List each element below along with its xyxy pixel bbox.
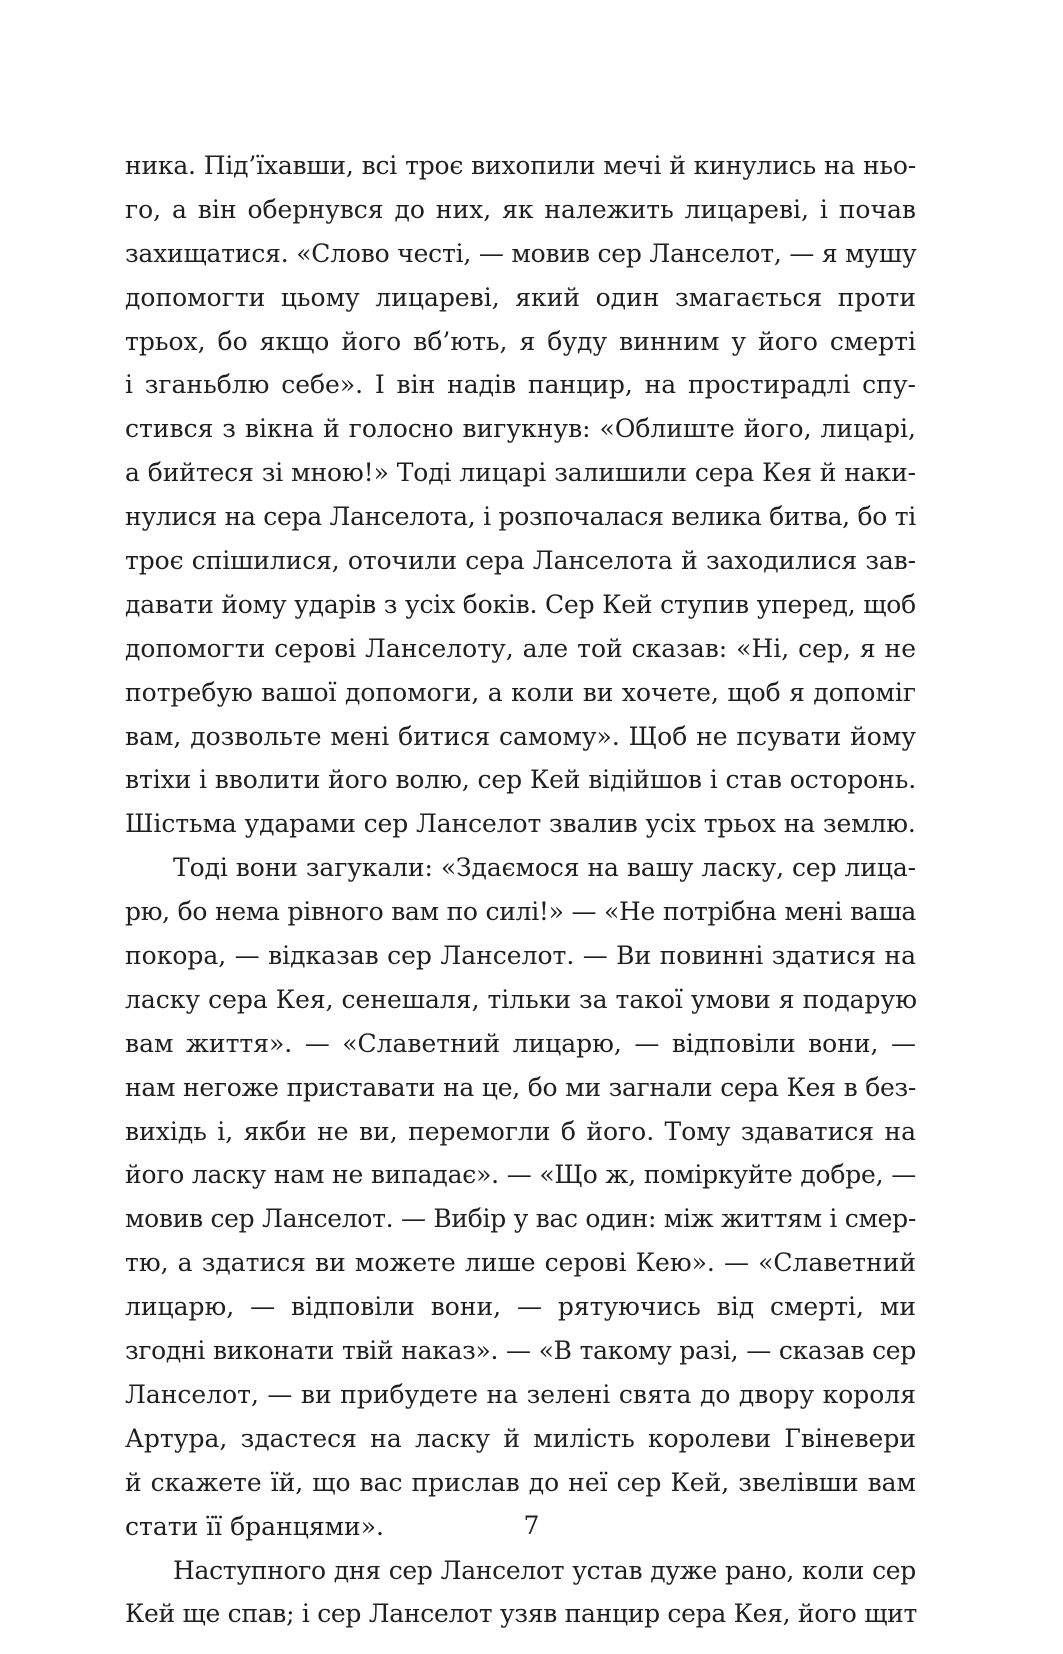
text-line: го, а він обернувся до них, як належить лицареві, і почав [125,194,916,224]
text-line: ласку сера Кея, сенешаля, тільки за такої умови я подарую [125,984,917,1014]
text-line: стився з вікна й голосно вигукнув: «Облиште його, лицарі, [125,414,916,444]
text-line: втіхи і вволити його волю, сер Кей відійшов і став осторонь. [125,765,917,795]
text-line: а бийтеся зі мною!» Тоді лицарі залишили сера Кея й наки- [125,458,916,488]
text-line: Артура, здастеся на ласку й милість королеви Гвіневери [125,1423,916,1453]
text-line: його ласку нам не випадає». — «Що ж, поміркуйте добре, — [125,1160,916,1190]
text-line: Наступного дня сер Ланселот устав дуже рано, коли сер [173,1555,916,1585]
text-line: Шістьма ударами сер Ланселот звалив усіх трьох на землю. [125,809,916,839]
text-line: лицарю, — відповіли вони, — рятуючись від смерті, ми [125,1292,916,1322]
text-line: допомогти серові Ланселоту, але той сказав: «Ні, сер, я не [125,633,916,663]
text-line: покора, — відказав сер Ланселот. — Ви повинні здатися на [125,941,916,971]
text-line: мовив сер Ланселот. — Вибір у вас один: між життям і смер- [125,1204,916,1234]
text-line: й скажете їй, що вас прислав до неї сер Кей, звелівши вам [125,1467,916,1497]
page-number: 7 [523,1511,540,1540]
text-line: нам негоже приставати на це, бо ми загнали сера Кея в без- [125,1072,916,1102]
text-line: Кей ще спав; і сер Ланселот узяв панцир сера Кея, його щит [125,1599,918,1629]
text-line: нулися на сера Ланселота, і розпочалася велика битва, бо ті [125,502,916,532]
text-line: давати йому ударів з усіх боків. Сер Кей ступив уперед, щоб [125,589,916,619]
text-line: і зганьблю себе». І він надів панцир, на простирадлі спу- [125,370,916,400]
body-text [125,144,916,1636]
text-line: вам, дозвольте мені битися самому». Щоб не псувати йому [125,721,916,751]
text-line: вихідь і, якби не ви, перемогли б його. Тому здаватися на [125,1116,916,1146]
text-line: допомогти цьому лицареві, який один змагається проти [125,282,916,312]
text-line: ника. Під’їхавши, всі троє вихопили мечі й кинулись на ньо- [125,151,916,180]
text-line: потребую вашої допомоги, а коли ви хочете, щоб я допоміг [125,677,916,707]
text-line: згодні виконати твій наказ». — «В такому разі, — сказав сер [125,1336,916,1366]
text-line: Тоді вони загукали: «Здаємося на вашу ласку, сер лица- [173,853,916,883]
text-line: трьох, бо якщо його вб’ють, я буду винним у його смерті [125,326,916,356]
text-line: троє спішилися, оточили сера Ланселота й заходилися зав- [125,546,916,576]
text-line: тю, а здатися ви можете лише серові Кею». — «Славетний [125,1248,916,1278]
text-line: вам життя». — «Славетний лицарю, — відповіли вони, — [125,1028,916,1058]
text-line: стати її бранцями». [125,1511,384,1541]
text-line: захищатися. «Слово честі, — мовив сер Ланселот, — я мушу [125,238,917,268]
text-line: Ланселот, — ви прибудете на зелені свята до двору короля [125,1379,916,1409]
text-line: рю, бо нема рівного вам по силі!» — «Не потрібна мені ваша [125,897,916,927]
